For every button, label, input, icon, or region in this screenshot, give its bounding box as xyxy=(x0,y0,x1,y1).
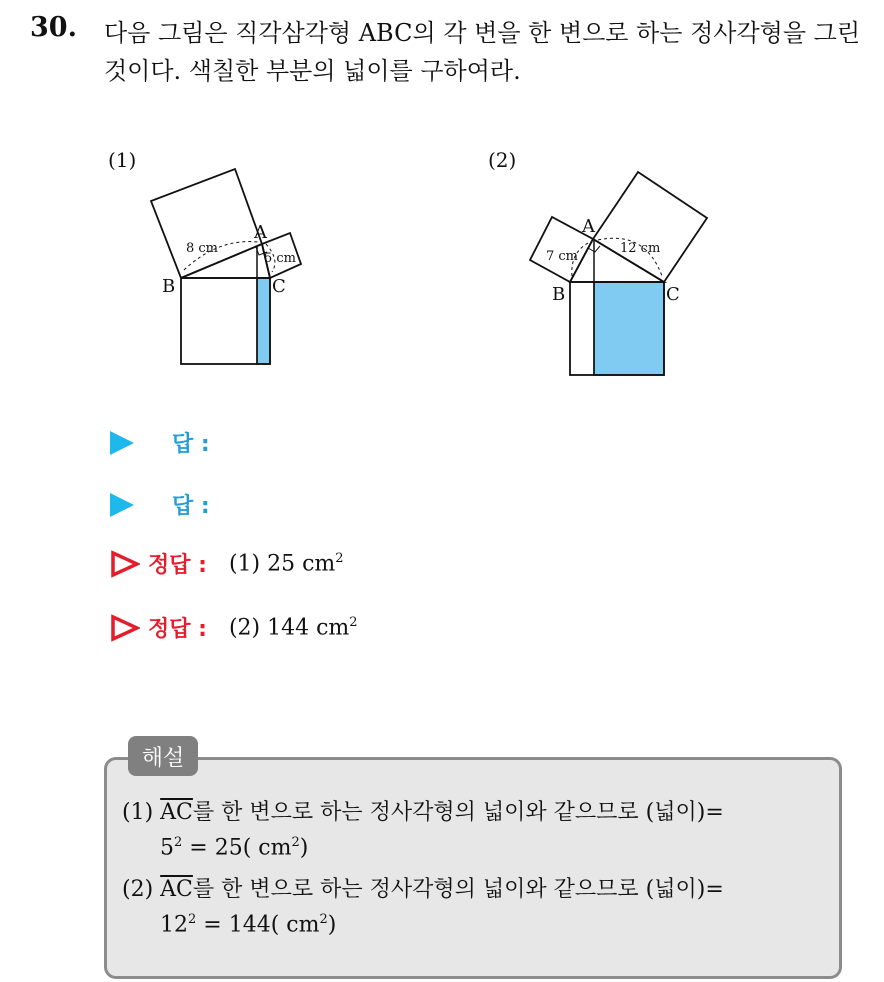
solution-line-2: $5^2 = 25$( $cm^2$) xyxy=(160,835,309,861)
answer-label: 답 : xyxy=(172,494,210,519)
play-arrow-icon xyxy=(110,431,134,455)
answer-label: 답 : xyxy=(172,432,210,457)
correct-answer-2 xyxy=(110,612,358,643)
figure1-vertex-b: B xyxy=(162,276,176,297)
play-arrow-icon xyxy=(110,493,134,517)
figure2-side-ac-label: 12 cm xyxy=(620,241,661,256)
outline-arrow-icon xyxy=(110,550,140,578)
solution-line-3: (2) $\overline{AC}$를 한 변으로 하는 정사각형의 넓이와 같으므로 (넓이)= xyxy=(122,877,724,902)
figure1-side-ab-label: 8 cm xyxy=(186,241,219,256)
figure2-vertex-a: A xyxy=(582,216,595,237)
answer2-value: (2) 144 $cm^2$ xyxy=(228,614,358,641)
figure2-vertex-b: B xyxy=(552,284,566,305)
question-text: 다음 그림은 직각삼각형 ABC의 각 변을 한 변으로 하는 정사각형을 그린 것이다. 색칠한 부분의 넓이를 구하여라. xyxy=(104,19,861,85)
solution-line-4: $12^2 = 144$( $cm^2$) xyxy=(160,912,337,938)
solution-box xyxy=(104,757,842,979)
correct-label: 정답 : xyxy=(148,553,207,578)
solution-tag: 해설 xyxy=(128,736,198,776)
correct-label: 정답 : xyxy=(148,617,207,642)
figure2-diagram xyxy=(520,160,720,380)
correct-answer-1 xyxy=(110,548,344,579)
figure1-vertex-c: C xyxy=(272,276,286,297)
figure2-side-ab-label: 7 cm xyxy=(546,249,579,264)
figure1-square-ab xyxy=(151,169,262,278)
answer-blank-1 xyxy=(110,427,210,458)
figure1-diagram xyxy=(140,160,320,380)
outline-arrow-icon xyxy=(110,614,140,642)
figure2-square-ac xyxy=(593,172,707,282)
solution-line-1: (1) $\overline{AC}$를 한 변으로 하는 정사각형의 넓이와 같으므로 (넓이)= xyxy=(122,800,724,825)
figure1-vertex-a: A xyxy=(254,222,267,243)
figure2-vertex-c: C xyxy=(666,284,680,305)
figure2-label: (2) xyxy=(488,148,517,172)
answer-blank-2 xyxy=(110,489,210,520)
figure1-label: (1) xyxy=(108,148,137,172)
figure2-shaded-region xyxy=(594,282,664,375)
question-number: 30. xyxy=(30,12,77,43)
figure1-side-ac-label: 5 cm xyxy=(264,251,297,266)
answer1-value: (1) 25 $cm^2$ xyxy=(228,550,344,577)
figure1-shaded-region xyxy=(257,278,270,364)
